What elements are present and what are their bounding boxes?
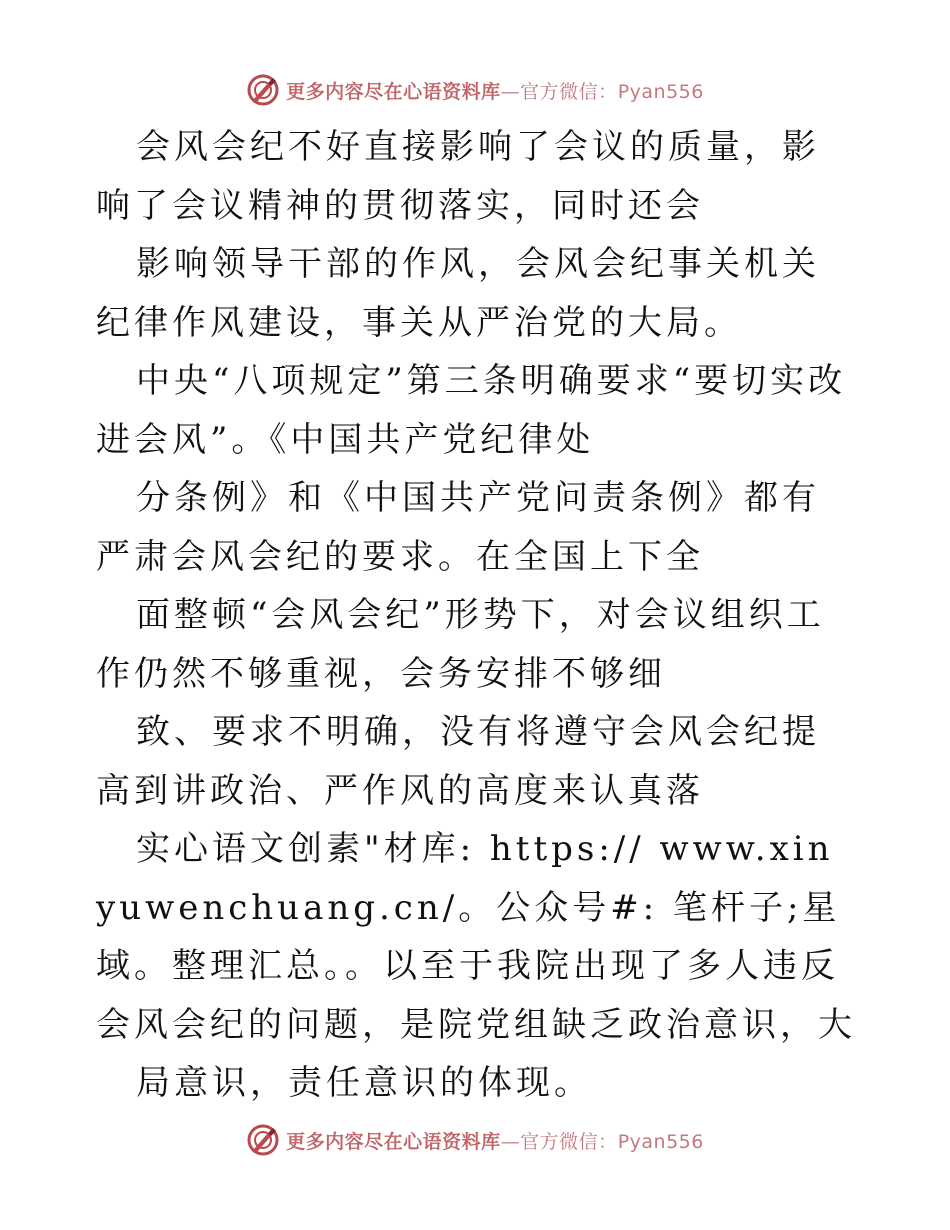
- paragraph: 分条例》和《中国共产党问责条例》都有严肃会风会纪的要求。在全国上下全: [96, 478, 820, 577]
- brush-logo-icon: [246, 73, 280, 107]
- paragraph: 致、要求不明确，没有将遵守会风会纪提高到讲政治、严作风的高度来认真落: [96, 712, 820, 811]
- brush-logo-icon: [246, 1123, 280, 1157]
- paragraph: 局意识，责任意识的体现。: [136, 1063, 592, 1103]
- paragraph: 面整顿“会风会纪”形势下，对会议组织工作仍然不够重视，会务安排不够细: [96, 595, 825, 694]
- paragraph: 影响领导干部的作风，会风会纪事关机关纪律作风建设，事关从严治党的大局。: [96, 244, 820, 343]
- document-body: [96, 118, 856, 1113]
- paragraph-source-note: 实心语文创素"材库: https:// www.xinyuwenchuang.cn/。公众号#: 笔杆子;星域。整理汇总。。以至于我院出现了多人违反会风会纪的问题，是院党组缺乏政治意识，大: [96, 829, 856, 1045]
- header-watermark: [0, 72, 950, 108]
- footer-watermark-text: 更多内容尽在心语资料库—官方微信：Pyan556: [286, 1130, 704, 1153]
- paragraph: 中央“八项规定”第三条明确要求“要切实改进会风”。《中国共产党纪律处: [96, 361, 847, 460]
- paragraph: 会风会纪不好直接影响了会议的质量，影响了会议精神的贯彻落实，同时还会: [96, 127, 820, 226]
- header-watermark-text: 更多内容尽在心语资料库—官方微信：Pyan556: [286, 80, 704, 103]
- footer-watermark: [0, 1122, 950, 1158]
